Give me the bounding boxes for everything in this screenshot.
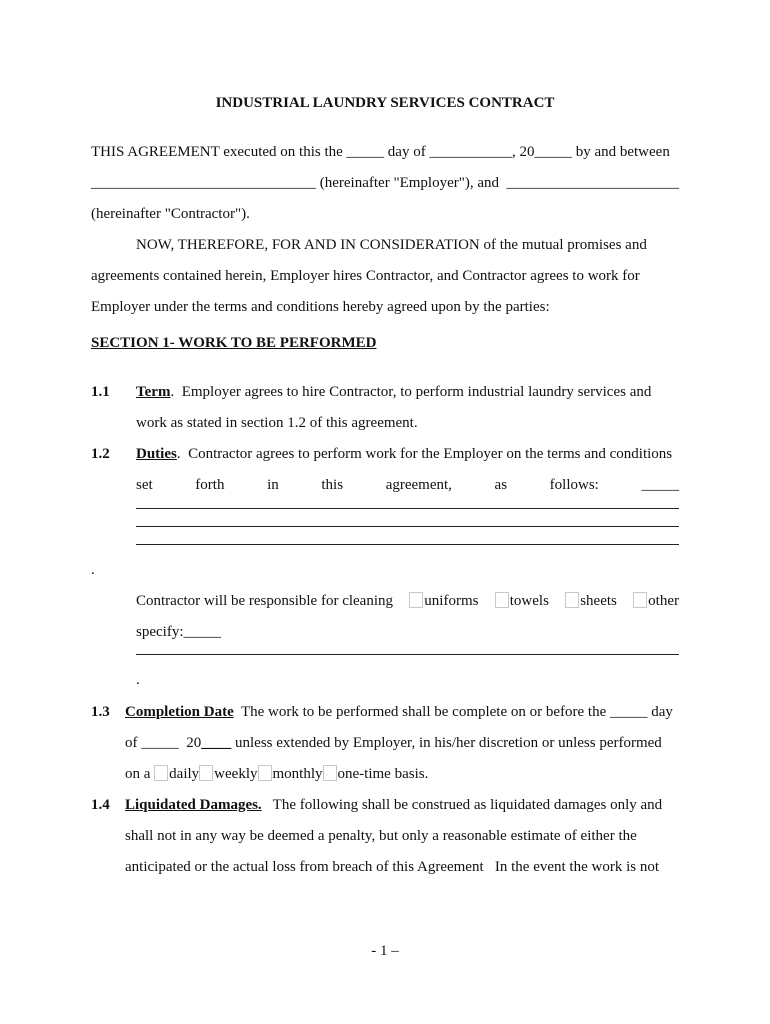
clause-1-1-line-1 — [136, 383, 651, 401]
clause-1-1-line-2: work as stated in section 1.2 of this agreement. — [136, 415, 418, 431]
cleaning-prefix: Contractor will be responsible for cleaning — [136, 593, 394, 609]
stray-period: . — [136, 672, 140, 688]
justified-word: follows: — [549, 477, 599, 493]
option-towels[interactable] — [495, 592, 549, 610]
clause-1-4-line-2: shall not in any way be deemed a penalty, but only a reasonable estimate of either the — [125, 828, 637, 844]
checkbox-sheets[interactable] — [565, 592, 579, 608]
clause-text: The following shall be construed as liquidated damages only and — [261, 797, 663, 813]
intro-text: day of — [384, 144, 430, 160]
page-number: - 1 – — [371, 943, 399, 959]
option-label: towels — [509, 593, 549, 609]
clause-number-1-4: 1.4 — [91, 797, 110, 813]
option-label: uniforms — [424, 593, 479, 609]
option-label: other — [648, 593, 679, 609]
section-1-heading: SECTION 1- WORK TO BE PERFORMED — [91, 335, 377, 351]
justified-word: set — [136, 477, 153, 493]
checkbox-daily[interactable] — [154, 765, 168, 781]
justified-word: this — [321, 477, 344, 493]
agreement-intro-line-3: (hereinafter "Contractor"). — [91, 206, 250, 222]
consideration-line-2: agreements contained herein, Employer hires Contractor, and Contractor agrees to work for — [91, 268, 640, 284]
basis-prefix: on a — [125, 766, 155, 782]
intro-text: , 20 — [511, 144, 535, 160]
cleaning-items-line — [136, 592, 679, 610]
duties-fill-line-3[interactable] — [136, 544, 679, 545]
intro-text: by and between — [571, 144, 670, 160]
clause-1-2-line-1 — [136, 445, 672, 463]
clause-1-3-line-1 — [125, 703, 673, 721]
stray-period: . — [91, 562, 95, 578]
clause-1-4-line-3: anticipated or the actual loss from breach of this Agreement In the event the work is not — [125, 859, 660, 875]
consideration-line-3: Employer under the terms and conditions hereby agreed upon by the parties: — [91, 299, 550, 315]
clause-1-3-line-3 — [125, 765, 428, 783]
checkbox-monthly[interactable] — [258, 765, 272, 781]
year-blank[interactable]: ____ — [201, 735, 232, 751]
clause-1-2-line-2 — [136, 476, 679, 494]
agreement-intro-line-2 — [91, 174, 679, 192]
checkbox-uniforms[interactable] — [409, 592, 423, 608]
clause-number-1-2: 1.2 — [91, 446, 110, 462]
clause-1-3-line-2 — [125, 734, 662, 752]
option-label: one-time basis. — [337, 766, 429, 782]
option-label: sheets — [580, 593, 617, 609]
clause-text: unless extended by Employer, in his/her discretion or unless performed — [231, 735, 662, 751]
justified-word: in — [267, 477, 279, 493]
duties-fill-line-1[interactable] — [136, 508, 679, 509]
justified-word: as — [494, 477, 508, 493]
option-label: monthly — [272, 766, 323, 782]
agreement-intro-line-1 — [91, 143, 670, 161]
clause-text: . Employer agrees to hire Contractor, to perform industrial laundry services and — [170, 384, 652, 400]
clause-number-1-3: 1.3 — [91, 704, 110, 720]
checkbox-weekly[interactable] — [199, 765, 213, 781]
specify-fill-line[interactable] — [136, 654, 679, 655]
employer-name-blank[interactable]: ______________________________ — [91, 175, 316, 191]
clause-text: The work to be performed shall be complete on or before the _____ day — [233, 704, 673, 720]
option-label: weekly — [214, 766, 258, 782]
option-sheets[interactable] — [565, 592, 617, 610]
clause-number-1-1: 1.1 — [91, 384, 110, 400]
option-label: daily — [169, 766, 200, 782]
duties-fill-line-2[interactable] — [136, 526, 679, 527]
clause-term-label: Term — [136, 384, 171, 400]
clause-completion-label: Completion Date — [125, 704, 234, 720]
clause-text: of _____ 20 — [125, 735, 202, 751]
day-blank[interactable]: _____ — [346, 144, 385, 160]
year-blank[interactable]: _____ — [534, 144, 572, 160]
checkbox-other[interactable] — [633, 592, 647, 608]
option-other[interactable] — [633, 592, 679, 610]
clause-duties-label: Duties — [136, 446, 177, 462]
specify-field[interactable]: specify:_____ — [136, 624, 221, 640]
duties-blank[interactable]: _____ — [641, 477, 679, 493]
month-blank[interactable]: ___________ — [429, 144, 512, 160]
option-uniforms[interactable] — [409, 592, 478, 610]
justified-word: forth — [195, 477, 225, 493]
contractor-name-blank[interactable]: _______________________ — [506, 175, 679, 191]
document-title: INDUSTRIAL LAUNDRY SERVICES CONTRACT — [215, 95, 555, 111]
clause-damages-label: Liquidated Damages. — [125, 797, 262, 813]
clause-text: . Contractor agrees to perform work for the Employer on the terms and conditions — [176, 446, 673, 462]
checkbox-one-time[interactable] — [323, 765, 337, 781]
checkbox-towels[interactable] — [495, 592, 509, 608]
clause-1-4-line-1 — [125, 796, 662, 814]
consideration-line-1: NOW, THEREFORE, FOR AND IN CONSIDERATION of the mutual promises and — [136, 237, 647, 253]
intro-text: THIS AGREEMENT executed on this the — [91, 144, 347, 160]
intro-text: (hereinafter "Employer"), and — [316, 175, 507, 191]
justified-word: agreement, — [385, 477, 452, 493]
